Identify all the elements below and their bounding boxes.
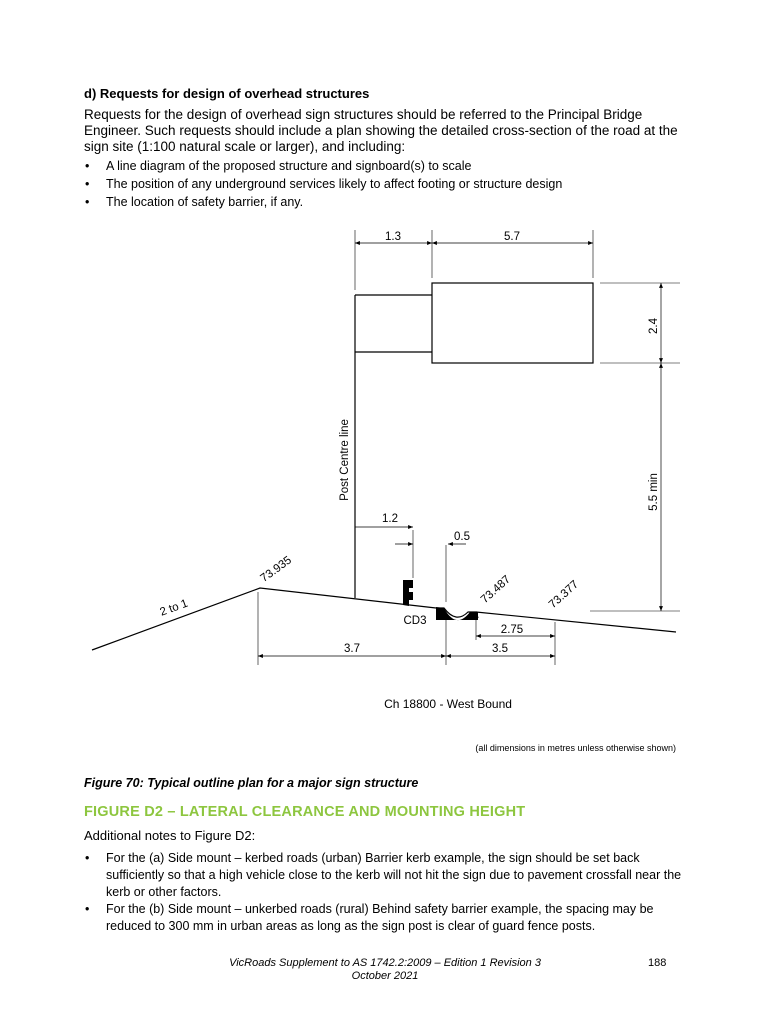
signboard (432, 283, 593, 363)
notes-intro: Additional notes to Figure D2: (84, 828, 256, 843)
dim-clearance-label: 5.5 min (648, 473, 660, 511)
list-item: • For the (a) Side mount – kerbed roads (urban) Barrier kerb example, the sign should be set back sufficiently so that a high vehicle close to the kerb will not hit the sign due to pavement crossfall near the kerb or other factors. (84, 850, 684, 901)
list-item: • The location of safety barrier, if any. (84, 193, 562, 211)
list-item: • The position of any underground services likely to affect footing or structure design (84, 175, 562, 193)
page-number: 188 (648, 957, 667, 969)
level-mid-label: 73.487 (478, 573, 514, 607)
post-centre-line-label: Post Centre line (339, 419, 351, 501)
dim-275-label: 2.75 (500, 624, 524, 636)
kerb-type-label: CD3 (403, 615, 427, 627)
safety-barrier-shape (403, 580, 413, 606)
page-footer (200, 957, 570, 983)
dim-board-height-label: 2.4 (648, 318, 660, 334)
dim-barrier-offset-label: 1.2 (382, 513, 398, 525)
list-item: • A line diagram of the proposed structure and signboard(s) to scale (84, 157, 562, 175)
ground-line (92, 588, 436, 650)
chainage-label: Ch 18800 - West Bound (384, 697, 512, 711)
level-right-label: 73.377 (546, 578, 582, 612)
notes-list (84, 850, 684, 935)
footer-title: VicRoads Supplement to AS 1742.2:2009 – Edition 1 Revision 3 (229, 957, 541, 969)
dim-35-label: 3.5 (492, 643, 508, 655)
figure-caption: Figure 70: Typical outline plan for a major sign structure (84, 776, 419, 790)
dim-37-label: 3.7 (344, 643, 360, 655)
dim-kerb-label: 0.5 (454, 531, 470, 543)
units-note: (all dimensions in metres unless otherwise shown) (475, 743, 676, 753)
dim-top-left-label: 1.3 (385, 231, 401, 243)
kerb-cd3-shape (436, 607, 478, 620)
list-item: • For the (b) Side mount – unkerbed roads (rural) Behind safety barrier example, the spacing may be reduced to 300 mm in urban areas as long as the sign post is clear of guard fence posts. (84, 901, 684, 935)
section-paragraph: Requests for the design of overhead sign structures should be referred to the Principal Bridge Engineer. Such requests should include a plan showing the detailed cross-section of the road at the sign site (1:100 natural scale or larger), and including: (84, 107, 678, 154)
section-heading: d) Requests for design of overhead structures (84, 86, 370, 101)
figure-heading: FIGURE D2 – LATERAL CLEARANCE AND MOUNTING HEIGHT (84, 804, 526, 820)
footer-date: October 2021 (351, 970, 419, 982)
dim-top-right-label: 5.7 (504, 231, 520, 243)
level-left-label: 73.935 (258, 554, 294, 585)
slope-label: 2 to 1 (158, 597, 190, 619)
